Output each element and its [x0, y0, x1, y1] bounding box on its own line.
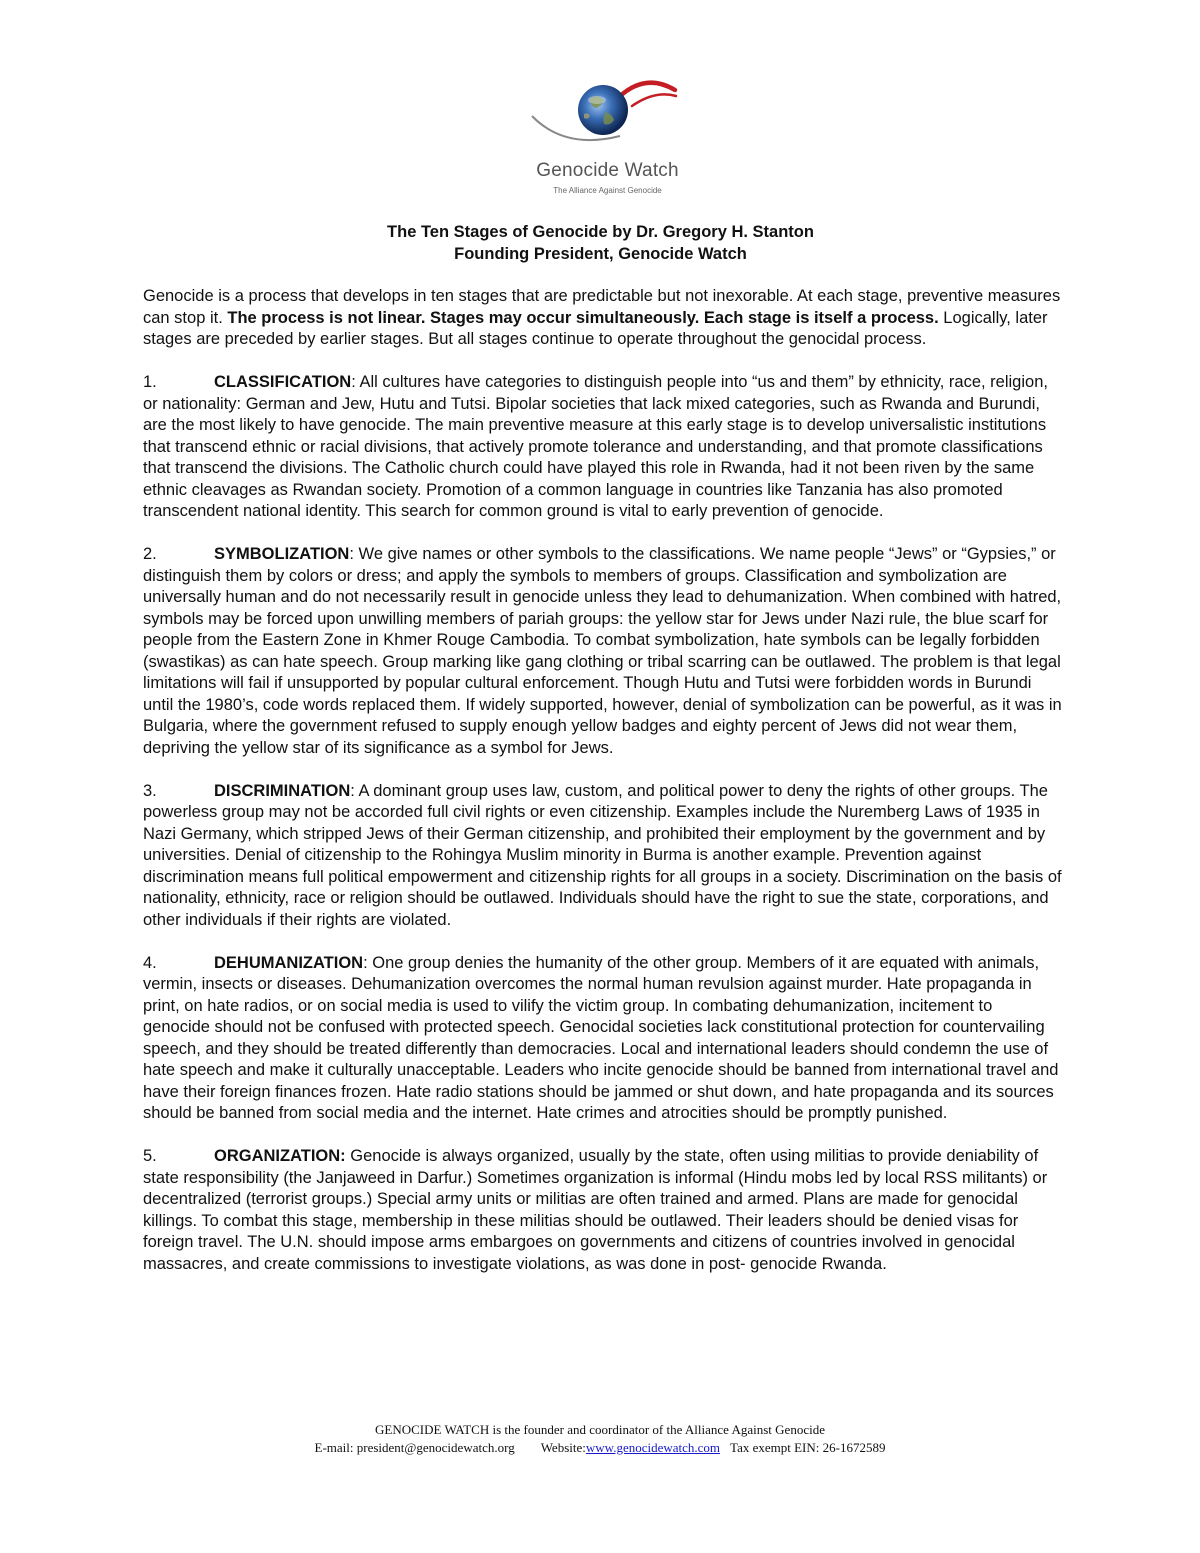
- stage-text: All cultures have categories to distinguish people into “us and them” by ethnicity, race, religion, or nationality: German and Jew, Hutu and Tutsi. Bipolar societies that lack mixed categories, such as Rwanda and Burundi, are the most likely to have genocide. The main preventive measure at this early stage is to develop universalistic institutions that transcend ethnic or racial divisions, that actively promote tolerance and understanding, and that promote classifications that transcend the divisions. The Catholic church could have played this role in Rwanda, had it not been riven by the same ethnic cleavages as Rwandan society. Promotion of a common language in countries like Tanzania has also promoted transcendent national identity. This search for common ground is vital to early prevention of genocide.: [143, 373, 1048, 520]
- page-footer: [200, 1421, 1000, 1457]
- document-body: [143, 286, 1063, 1297]
- stage-text: A dominant group uses law, custom, and political power to deny the rights of other groups. The powerless group may not be accorded full civil rights or even citizenship. Examples include the Nuremberg Laws of 1935 in Nazi Germany, which stripped Jews of their German citizenship, and prohibited their employment by the government and by universities. Denial of citizenship to the Rohingya Muslim minority in Burma is another example. Prevention against discrimination means full political empowerment and citizenship rights for all groups in a society. Discrimination on the basis of nationality, ethnicity, race or religion should be outlawed. Individuals should have the right to sue the state, corporations, and other individuals if their rights are violated.: [143, 781, 1062, 929]
- stage-colon: :: [363, 953, 368, 972]
- stage-paragraph: [143, 1146, 1063, 1275]
- intro-text-1: Genocide is a process that develops in ten stages that are predictable but not inexorable. At each stage, preventive measures can stop it.: [143, 287, 1061, 327]
- logo-title: Genocide Watch: [536, 160, 679, 181]
- intro-paragraph: [143, 286, 1063, 351]
- stage-number: 4.: [143, 953, 157, 972]
- stage-number: 5.: [143, 1147, 157, 1165]
- footer-ein: Tax exempt EIN: 26-1672589: [730, 1440, 886, 1455]
- footer-line-2: [200, 1439, 1000, 1457]
- stage-number: 1.: [143, 373, 157, 391]
- stage-name: DEHUMANIZATION: [214, 953, 364, 972]
- stage-paragraph: [143, 372, 1063, 523]
- footer-website-label: Website:: [540, 1440, 586, 1455]
- stage-name: ORGANIZATION:: [214, 1147, 346, 1165]
- stage-text: Genocide is always organized, usually by the state, often using militias to provide deniability of state responsibility (the Janjaweed in Darfur.) Sometimes organization is informal (Hindu mobs led by local RSS militants) or decentralized (terrorist groups.) Special army units or militias are often trained and armed. Plans are made for genocidal killings. To combat this stage, membership in these militias should be outlawed. Their leaders should be denied visas for foreign travel. The U.N. should impose arms embargoes on governments and citizens of countries involved in genocidal massacres, and create commissions to investigate violations, as was done in post- genocide Rwanda.: [143, 1147, 1048, 1273]
- stage-name: DISCRIMINATION: [214, 781, 351, 800]
- stage-text: We give names or other symbols to the classifications. We name people “Jews” or “Gypsies,” or distinguish them by colors or dress; and apply the symbols to members of groups. Classification and symbolization are universally human and do not necessarily result in genocide unless they lead to dehumanization. When combined with hatred, symbols may be forced upon unwilling members of pariah groups: the yellow star for Jews under Nazi rule, the blue scarf for people from the Eastern Zone in Khmer Rouge Cambodia. To combat symbolization, hate symbols can be legally forbidden (swastikas) as can hate speech. Group marking like gang clothing or tribal scarring can be outlawed. The problem is that legal limitations will fail if unsupported by popular cultural enforcement. Though Hutu and Tutsi were forbidden words in Burundi until the 1980’s, code words replaced them. If widely supported, however, denial of symbolization can be powerful, as it was in Bulgaria, where the government refused to supply enough yellow badges and eighty percent of Jews did not wear them, depriving the yellow star of its significance as a symbol for Jews.: [143, 545, 1062, 757]
- intro-text-2: Logically, later stages are preceded by earlier stages. But all stages continue to operate throughout the genocidal process.: [143, 308, 1048, 348]
- stage-paragraph: [143, 544, 1063, 759]
- globe-eye-icon: [520, 78, 695, 158]
- title-line-2: Founding President, Genocide Watch: [454, 244, 747, 263]
- logo-tagline: The Alliance Against Genocide: [553, 186, 662, 195]
- stage-paragraph: [143, 781, 1063, 932]
- footer-email: E-mail: president@genocidewatch.org: [314, 1440, 515, 1455]
- stage-number: 2.: [143, 545, 157, 563]
- stage-colon: :: [349, 545, 354, 563]
- stage-colon: :: [351, 373, 356, 391]
- intro-bold-text: The process is not linear. Stages may occur simultaneously. Each stage is itself a process.: [227, 308, 939, 327]
- document-title: [143, 222, 1058, 265]
- stage-colon: :: [350, 781, 355, 800]
- stage-number: 3.: [143, 781, 157, 800]
- stage-paragraph: [143, 953, 1063, 1125]
- website-link[interactable]: www.genocidewatch.com: [585, 1440, 721, 1455]
- title-line-1: The Ten Stages of Genocide by Dr. Gregory H. Stanton: [387, 223, 814, 241]
- footer-line-1: GENOCIDE WATCH is the founder and coordinator of the Alliance Against Genocide: [375, 1422, 825, 1437]
- genocide-watch-logo: [520, 78, 695, 203]
- stage-name: CLASSIFICATION: [214, 373, 352, 391]
- stage-name: SYMBOLIZATION: [214, 545, 350, 563]
- stage-text: One group denies the humanity of the other group. Members of it are equated with animals, vermin, insects or diseases. Dehumanization overcomes the normal human revulsion against murder. Hate propaganda in print, on hate radios, or on social media is used to vilify the victim group. In combating dehumanization, incitement to genocide should not be confused with protected speech. Genocidal societies lack constitutional protection for countervailing speech, and they should be treated differently than democracies. Local and international leaders should condemn the use of hate speech and make it culturally unacceptable. Leaders who incite genocide should be banned from international travel and have their foreign finances frozen. Hate radio stations should be jammed or shut down, and hate propaganda and its sources should be banned from social media and the internet. Hate crimes and atrocities should be promptly punished.: [143, 953, 1059, 1122]
